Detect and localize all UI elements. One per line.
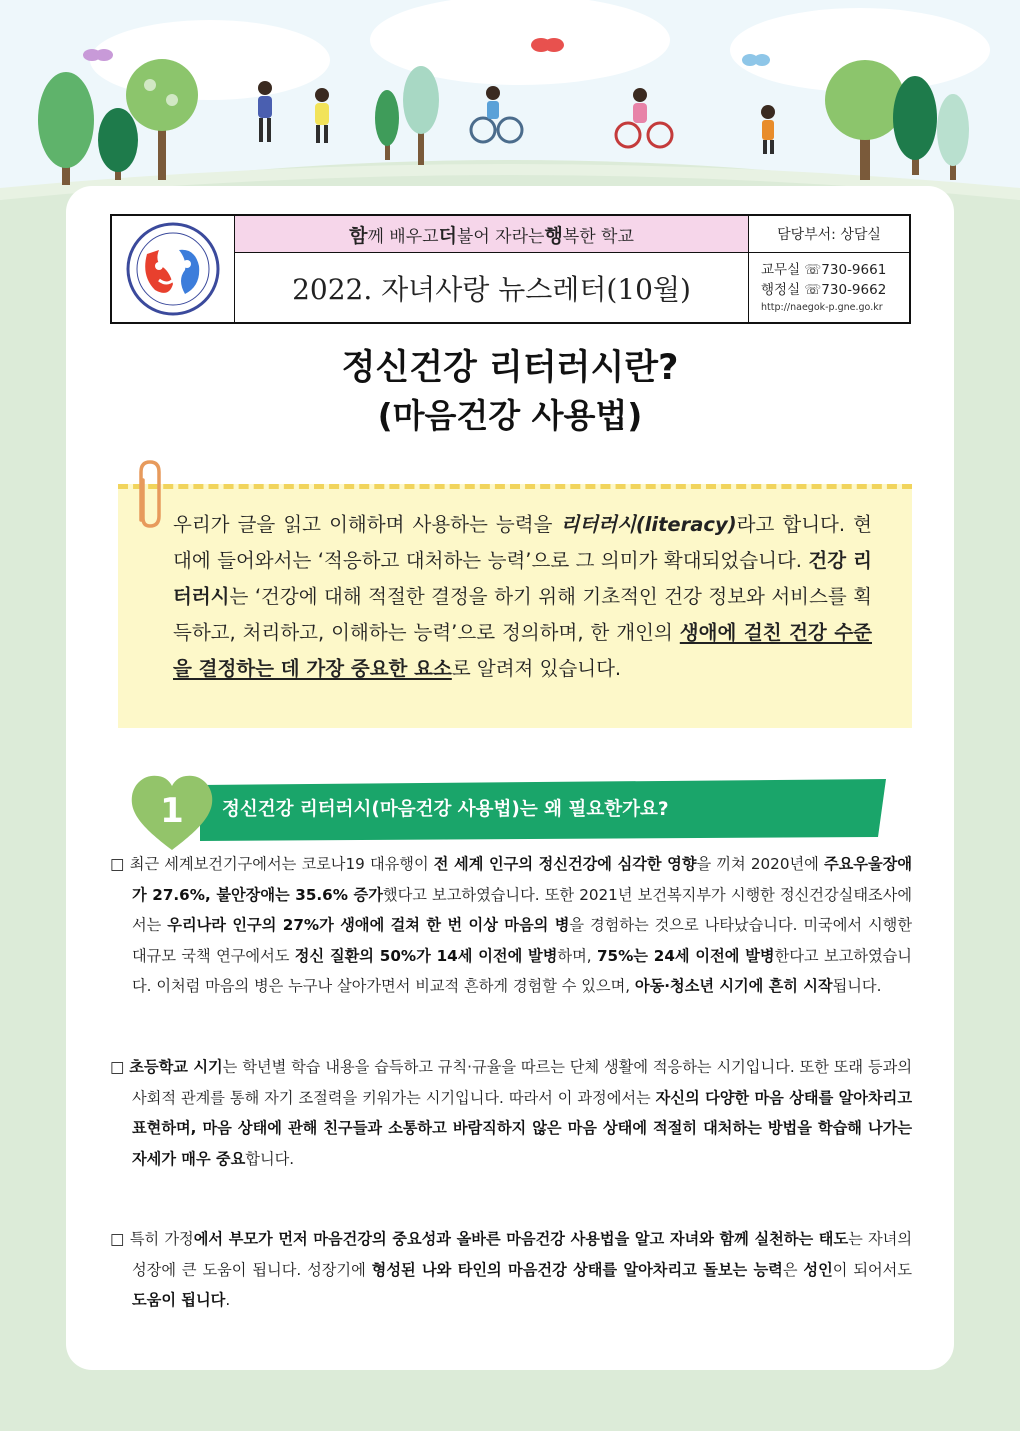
motto-segment: 께 배우고 bbox=[367, 226, 439, 247]
paragraph-segment: . bbox=[225, 1291, 231, 1309]
paragraph-segment: 전 세계 인구의 정신건강에 심각한 영향 bbox=[433, 855, 697, 873]
paragraph-segment: 은 bbox=[782, 1260, 804, 1279]
paragraph-segment: 도움이 됩니다 bbox=[132, 1291, 226, 1309]
paragraph-segment: 는 자녀의 성장에 큰 도움이 됩니다. 성장기에 bbox=[132, 1230, 912, 1279]
definition-segment: 우리가 글을 읽고 이해하며 사용하는 능력을 bbox=[173, 513, 561, 536]
newsletter-header bbox=[110, 214, 911, 324]
motto-segment: 복한 학교 bbox=[562, 226, 634, 247]
admin-office-phone: 행정실 ☏730-9662 bbox=[761, 282, 887, 298]
paragraph-segment: □ bbox=[110, 1058, 130, 1076]
paragraph-segment: 했다고 보고하였습니다. 또한 2021년 보건복지부가 시행한 정신건강실태조사에서는 bbox=[132, 885, 913, 934]
paragraph-segment: □ 최근 세계보건기구에서는 코로나19 대유행이 bbox=[110, 855, 434, 873]
academic-office-phone: 교무실 ☏730-9661 bbox=[761, 262, 887, 278]
definition-note bbox=[118, 484, 912, 728]
definition-segment: 로 알려져 있습니다. bbox=[451, 657, 622, 680]
paragraph-segment: 한다고 보고하였습니다. 이처럼 마음의 병은 누구나 살아가면서 비교적 흔하게 경험할 수 있으며, bbox=[132, 946, 912, 995]
paragraph-segment: 형성된 나와 타인의 마음건강 상태를 알아차리고 돌보는 능력 bbox=[371, 1260, 783, 1279]
school-website-link[interactable]: http://naegok-p.gne.go.kr bbox=[761, 302, 883, 313]
paragraph-segment: 이 되어서도 bbox=[832, 1260, 913, 1279]
paragraph-segment: 75%는 24세 이전에 발병 bbox=[596, 946, 775, 965]
paragraph-segment: 됩니다. bbox=[832, 977, 882, 995]
butterfly-icon bbox=[531, 38, 564, 52]
motto-segment: 행 bbox=[544, 224, 563, 247]
paragraph-segment: 에서 부모가 먼저 마음건강의 중요성과 올바른 마음건강 사용법을 알고 자녀와 함께 실천하는 태도 bbox=[193, 1230, 849, 1248]
cloud-shape bbox=[90, 20, 330, 100]
definition-segment: 는 ‘건강에 대해 적절한 결정을 하기 위해 기초적인 건강 정보와 서비스를 획득하고, 처리하고, 이해하는 능력’으로 정의하며, 한 개인의 bbox=[173, 585, 872, 644]
butterfly-icon bbox=[83, 49, 113, 61]
definition-segment: 생애에 걸친 건강 수준을 결정하는 데 가장 중요한 요소 bbox=[173, 621, 872, 680]
paragraph-segment: □ 특히 가정 bbox=[110, 1230, 194, 1248]
section-number: 1 bbox=[160, 791, 184, 831]
definition-segment: 리터러시(literacy) bbox=[560, 513, 737, 536]
school-motto bbox=[235, 216, 748, 253]
motto-segment: 더 bbox=[438, 224, 457, 247]
definition-text bbox=[173, 507, 872, 687]
school-emblem-icon bbox=[119, 220, 227, 318]
paragraph-segment: 성인 bbox=[803, 1260, 833, 1279]
paragraph-segment: 초등학교 시기 bbox=[129, 1058, 223, 1076]
school-logo bbox=[112, 216, 235, 322]
definition-segment: 건강 리터러시 bbox=[173, 549, 872, 608]
page-title: 정신건강 리터러시란? bbox=[341, 348, 679, 388]
paperclip-icon bbox=[131, 458, 167, 532]
paragraph-segment: 을 끼쳐 2020년에 bbox=[696, 855, 824, 873]
section-title: 정신건강 리터러시(마음건강 사용법)는 왜 필요한가요? bbox=[222, 799, 669, 820]
motto-segment: 불어 자라는 bbox=[456, 226, 545, 247]
newsletter-title: 2022. 자녀사랑 뉴스레터(10월) bbox=[292, 272, 691, 306]
paragraph-elementary-years bbox=[110, 1052, 912, 1174]
paragraph-segment: 을 경험하는 것으로 나타났습니다. 미국에서 시행한 대규모 국책 연구에서도 bbox=[132, 916, 913, 965]
paragraph-segment: 아동·청소년 시기에 흔히 시작 bbox=[634, 977, 833, 995]
paragraph-segment: 정신 질환의 50%가 14세 이전에 발병 bbox=[294, 946, 558, 965]
paragraph-segment: 합니다. bbox=[245, 1149, 295, 1168]
paragraph-prevalence bbox=[110, 849, 912, 1002]
motto-segment: 함 bbox=[349, 224, 368, 247]
definition-segment: 라고 합니다. 현대에 들어와서는 ‘적응하고 대처하는 능력’으로 그 의미가 확대되었습니다. bbox=[173, 513, 872, 572]
paragraph-segment: 우리나라 인구의 27%가 생애에 걸쳐 한 번 이상 마음의 병 bbox=[167, 916, 570, 934]
contact-info bbox=[749, 253, 909, 322]
paragraph-segment: 는 학년별 학습 내용을 습득하고 규칙·규율을 따르는 단체 생활에 적응하는 시기입니다. 또한 또래 등과의 사회적 관계를 통해 자기 조절력을 키워가는 시기입니다. 따라서 이 과정에서는 bbox=[132, 1058, 912, 1107]
paragraph-family-role bbox=[110, 1224, 912, 1316]
department-label: 담당부서: 상담실 bbox=[749, 216, 909, 253]
page-subtitle: (마음건강 사용법) bbox=[377, 396, 643, 435]
paragraph-segment: 주요우울장애가 27.6%, 불안장애는 35.6% 증가 bbox=[132, 855, 912, 904]
paragraph-segment: 하며, bbox=[557, 946, 597, 965]
paragraph-segment: 자신의 다양한 마음 상태를 알아차리고 표현하며, 마음 상태에 관해 친구들과 소통하고 바람직하지 않은 마음 상태에 적절히 대처하는 방법을 학습해 나가는 자세가 매우 중요 bbox=[132, 1088, 912, 1168]
